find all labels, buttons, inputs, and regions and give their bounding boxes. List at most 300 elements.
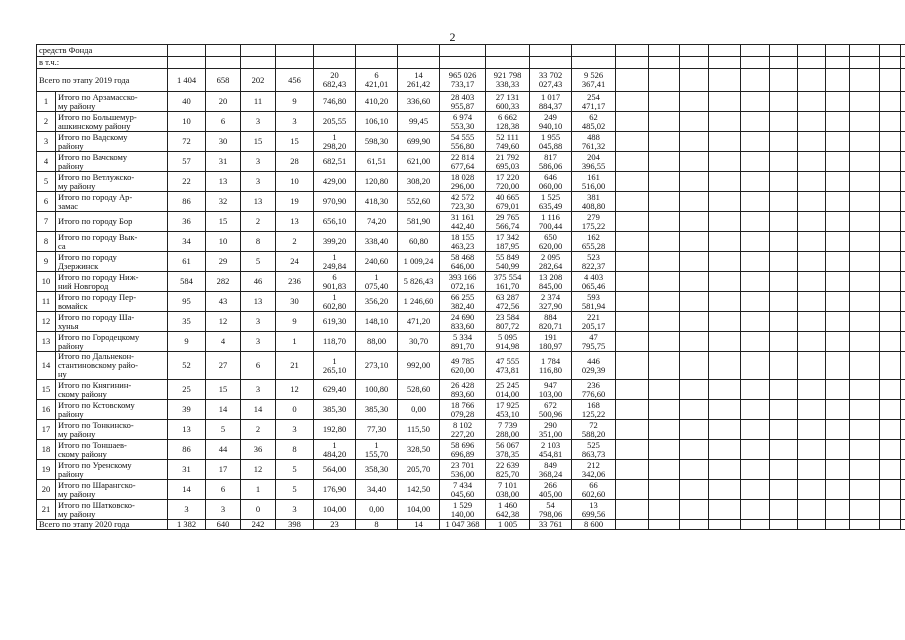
empty-cell: [680, 172, 709, 192]
row-value: 148,10: [356, 312, 398, 332]
row-value: 1 155,70: [356, 440, 398, 460]
empty-cell: [649, 380, 680, 400]
empty-cell: [880, 92, 901, 112]
empty-cell: [616, 352, 649, 380]
empty-cell: [826, 420, 850, 440]
empty-cell: [850, 45, 880, 57]
row-value: 817 586,06: [530, 152, 572, 172]
empty-cell: [850, 152, 880, 172]
empty-cell: [680, 420, 709, 440]
empty-cell: [741, 272, 770, 292]
total-value: 33 702 027,43: [530, 69, 572, 92]
empty-cell: [741, 212, 770, 232]
row-value: 13 699,56: [572, 500, 616, 520]
empty-cell: [880, 112, 901, 132]
row-value: 266 405,00: [530, 480, 572, 500]
empty-cell: [901, 152, 905, 172]
empty-cell: [616, 400, 649, 420]
row-value: 30: [276, 292, 314, 312]
empty-cell: [680, 132, 709, 152]
empty-cell: [850, 480, 880, 500]
row-value: 205,55: [314, 112, 356, 132]
row-value: 3: [206, 500, 241, 520]
empty-cell: [709, 232, 741, 252]
row-value: 282: [206, 272, 241, 292]
empty-cell: [741, 480, 770, 500]
row-value: 6: [206, 112, 241, 132]
row-value: 66 255 382,40: [440, 292, 486, 312]
row-value: 142,50: [398, 480, 440, 500]
empty-cell: [826, 232, 850, 252]
empty-cell: [798, 172, 826, 192]
empty-cell: [616, 69, 649, 92]
row-value: 947 103,00: [530, 380, 572, 400]
empty-cell: [649, 132, 680, 152]
empty-cell: [798, 112, 826, 132]
total-value: 242: [241, 520, 276, 530]
empty-cell: [850, 57, 880, 69]
row-value: 7 739 288,00: [486, 420, 530, 440]
row-value: 584: [168, 272, 206, 292]
empty-cell: [398, 57, 440, 69]
empty-cell: [616, 172, 649, 192]
empty-cell: [680, 57, 709, 69]
empty-cell: [680, 332, 709, 352]
empty-cell: [530, 45, 572, 57]
total-value: 6 421,01: [356, 69, 398, 92]
row-value: 884 820,71: [530, 312, 572, 332]
empty-cell: [440, 45, 486, 57]
row-value: 106,10: [356, 112, 398, 132]
row-value: 1 784 116,80: [530, 352, 572, 380]
empty-cell: [880, 500, 901, 520]
empty-cell: [850, 92, 880, 112]
empty-cell: [880, 272, 901, 292]
row-number: 11: [37, 292, 56, 312]
row-value: 3: [241, 112, 276, 132]
row-value: 5: [206, 420, 241, 440]
empty-cell: [741, 69, 770, 92]
empty-cell: [901, 212, 905, 232]
empty-cell: [616, 92, 649, 112]
empty-cell: [770, 500, 798, 520]
empty-cell: [826, 152, 850, 172]
empty-cell: [649, 92, 680, 112]
row-value: 24: [276, 252, 314, 272]
row-value: 236: [276, 272, 314, 292]
row-value: 3: [241, 380, 276, 400]
empty-cell: [880, 45, 901, 57]
row-value: 14: [206, 400, 241, 420]
empty-cell: [709, 480, 741, 500]
empty-cell: [798, 212, 826, 232]
table-row: [37, 332, 905, 352]
total-value: 8: [356, 520, 398, 530]
row-value: 23 701 536,00: [440, 460, 486, 480]
table-row: [37, 460, 905, 480]
empty-cell: [770, 440, 798, 460]
empty-cell: [709, 252, 741, 272]
data-table: [36, 44, 905, 530]
row-value: 30: [206, 132, 241, 152]
row-value: 393 166 072,16: [440, 272, 486, 292]
row-value: 4: [206, 332, 241, 352]
row-value: 15: [206, 380, 241, 400]
empty-cell: [826, 292, 850, 312]
row-value: 338,40: [356, 232, 398, 252]
empty-cell: [770, 132, 798, 152]
row-value: 13 208 845,00: [530, 272, 572, 292]
empty-cell: [901, 332, 905, 352]
row-value: 15: [206, 212, 241, 232]
row-value: 849 368,24: [530, 460, 572, 480]
row-value: 1 009,24: [398, 252, 440, 272]
row-value: 621,00: [398, 152, 440, 172]
total-value: 202: [241, 69, 276, 92]
row-value: 9: [276, 92, 314, 112]
empty-cell: [798, 69, 826, 92]
empty-cell: [168, 45, 206, 57]
row-value: 240,60: [356, 252, 398, 272]
district-name: Итого по Тонкинско- му району: [56, 420, 168, 440]
row-value: 0: [241, 500, 276, 520]
empty-cell: [486, 57, 530, 69]
row-value: 273,10: [356, 352, 398, 380]
row-value: 20: [206, 92, 241, 112]
row-value: 25: [168, 380, 206, 400]
row-value: 528,60: [398, 380, 440, 400]
total-value: 33 761: [530, 520, 572, 530]
empty-cell: [709, 292, 741, 312]
empty-cell: [826, 172, 850, 192]
row-value: 523 822,37: [572, 252, 616, 272]
table-row: [37, 380, 905, 400]
empty-cell: [880, 172, 901, 192]
row-value: 1 484,20: [314, 440, 356, 460]
empty-cell: [798, 400, 826, 420]
row-value: 7 434 045,60: [440, 480, 486, 500]
empty-cell: [680, 520, 709, 530]
total-label: Всего по этапу 2019 года: [37, 69, 168, 92]
empty-cell: [901, 352, 905, 380]
empty-cell: [770, 172, 798, 192]
row-value: 8 102 227,20: [440, 420, 486, 440]
empty-cell: [901, 400, 905, 420]
total-value: 921 798 338,33: [486, 69, 530, 92]
empty-cell: [850, 440, 880, 460]
table-row: [37, 152, 905, 172]
empty-cell: [850, 420, 880, 440]
empty-cell: [616, 500, 649, 520]
row-value: 290 351,00: [530, 420, 572, 440]
row-value: 63 287 472,56: [486, 292, 530, 312]
empty-cell: [649, 272, 680, 292]
row-value: 99,45: [398, 112, 440, 132]
empty-cell: [616, 312, 649, 332]
row-value: 31: [206, 152, 241, 172]
row-value: 3: [276, 420, 314, 440]
row-value: 61,51: [356, 152, 398, 172]
district-name: Итого по Вадскому району: [56, 132, 168, 152]
empty-cell: [850, 69, 880, 92]
table-row: [37, 500, 905, 520]
row-value: 22 639 825,70: [486, 460, 530, 480]
row-value: 14: [168, 480, 206, 500]
row-value: 52: [168, 352, 206, 380]
row-value: 1 246,60: [398, 292, 440, 312]
empty-cell: [798, 332, 826, 352]
row-value: 74,20: [356, 212, 398, 232]
empty-cell: [709, 352, 741, 380]
row-value: 120,80: [356, 172, 398, 192]
total-value: 9 526 367,41: [572, 69, 616, 92]
empty-cell: [649, 440, 680, 460]
empty-cell: [680, 69, 709, 92]
empty-cell: [616, 132, 649, 152]
empty-cell: [680, 272, 709, 292]
row-value: 9: [276, 312, 314, 332]
empty-cell: [850, 112, 880, 132]
empty-cell: [798, 352, 826, 380]
total-value: 20 682,43: [314, 69, 356, 92]
empty-cell: [741, 500, 770, 520]
empty-cell: [901, 440, 905, 460]
empty-cell: [680, 232, 709, 252]
row-number: 7: [37, 212, 56, 232]
row-value: 619,30: [314, 312, 356, 332]
row-value: 8: [276, 440, 314, 460]
row-value: 8: [241, 232, 276, 252]
empty-cell: [826, 460, 850, 480]
empty-cell: [709, 92, 741, 112]
empty-cell: [901, 520, 905, 530]
row-value: 1: [276, 332, 314, 352]
empty-cell: [798, 272, 826, 292]
header-row: [37, 45, 905, 57]
row-value: 446 029,39: [572, 352, 616, 380]
table-row: [37, 132, 905, 152]
row-value: 385,30: [314, 400, 356, 420]
empty-cell: [826, 440, 850, 460]
page-number: 2: [449, 30, 456, 44]
empty-cell: [616, 520, 649, 530]
total-value: 23: [314, 520, 356, 530]
empty-cell: [850, 212, 880, 232]
row-value: 22: [168, 172, 206, 192]
row-value: 60,80: [398, 232, 440, 252]
empty-cell: [850, 332, 880, 352]
row-value: 418,30: [356, 192, 398, 212]
row-value: 58 696 696,89: [440, 440, 486, 460]
row-value: 375 554 161,70: [486, 272, 530, 292]
row-value: 1 529 140,00: [440, 500, 486, 520]
row-value: 42 572 723,30: [440, 192, 486, 212]
row-value: 564,00: [314, 460, 356, 480]
empty-cell: [880, 69, 901, 92]
row-value: 5 334 891,70: [440, 332, 486, 352]
row-value: 650 620,00: [530, 232, 572, 252]
empty-cell: [880, 232, 901, 252]
row-value: 13: [241, 192, 276, 212]
district-name: Итого по Уренскому району: [56, 460, 168, 480]
row-value: 656,10: [314, 212, 356, 232]
empty-cell: [649, 500, 680, 520]
row-value: 5: [241, 252, 276, 272]
row-value: 100,80: [356, 380, 398, 400]
empty-cell: [826, 500, 850, 520]
empty-cell: [741, 192, 770, 212]
empty-cell: [741, 292, 770, 312]
empty-cell: [798, 252, 826, 272]
row-value: 14: [241, 400, 276, 420]
empty-cell: [649, 69, 680, 92]
row-value: 36: [168, 212, 206, 232]
row-value: 13: [276, 212, 314, 232]
empty-cell: [741, 312, 770, 332]
empty-cell: [314, 45, 356, 57]
row-value: 0,00: [398, 400, 440, 420]
row-value: 593 581,94: [572, 292, 616, 312]
empty-cell: [880, 192, 901, 212]
empty-cell: [741, 420, 770, 440]
row-value: 6: [206, 480, 241, 500]
row-value: 18 028 296,00: [440, 172, 486, 192]
empty-cell: [901, 69, 905, 92]
empty-cell: [572, 45, 616, 57]
district-name: Итого по городу Ниж- ний Новгород: [56, 272, 168, 292]
empty-cell: [770, 252, 798, 272]
row-value: 9: [168, 332, 206, 352]
row-value: 328,50: [398, 440, 440, 460]
empty-cell: [826, 192, 850, 212]
empty-cell: [826, 45, 850, 57]
row-value: 15: [276, 132, 314, 152]
empty-cell: [440, 57, 486, 69]
empty-cell: [616, 420, 649, 440]
empty-cell: [616, 212, 649, 232]
row-value: 5: [276, 460, 314, 480]
empty-cell: [798, 292, 826, 312]
empty-cell: [880, 352, 901, 380]
empty-cell: [709, 192, 741, 212]
row-value: 10: [276, 172, 314, 192]
row-value: 23 584 807,72: [486, 312, 530, 332]
empty-cell: [649, 400, 680, 420]
empty-cell: [826, 380, 850, 400]
row-value: 17: [206, 460, 241, 480]
empty-cell: [798, 57, 826, 69]
empty-cell: [680, 252, 709, 272]
row-value: 52 111 749,60: [486, 132, 530, 152]
row-value: 54 798,06: [530, 500, 572, 520]
empty-cell: [826, 252, 850, 272]
empty-cell: [901, 45, 905, 57]
district-name: Итого по Кстовскому району: [56, 400, 168, 420]
total-value: 1 005: [486, 520, 530, 530]
empty-cell: [770, 460, 798, 480]
row-value: 29 765 566,74: [486, 212, 530, 232]
row-value: 12: [276, 380, 314, 400]
empty-cell: [356, 57, 398, 69]
row-value: 254 471,17: [572, 92, 616, 112]
empty-cell: [741, 460, 770, 480]
empty-cell: [826, 92, 850, 112]
empty-cell: [770, 480, 798, 500]
empty-cell: [680, 352, 709, 380]
row-value: 2 103 454,81: [530, 440, 572, 460]
row-number: 14: [37, 352, 56, 380]
district-name: Итого по Дальнекон- стантиновскому райо- ну: [56, 352, 168, 380]
row-value: 1: [241, 480, 276, 500]
empty-cell: [850, 132, 880, 152]
empty-cell: [741, 440, 770, 460]
row-value: 191 180,97: [530, 332, 572, 352]
empty-cell: [770, 112, 798, 132]
row-value: 0: [276, 400, 314, 420]
row-value: 19: [276, 192, 314, 212]
empty-cell: [901, 312, 905, 332]
row-value: 55 849 540,99: [486, 252, 530, 272]
row-value: 992,00: [398, 352, 440, 380]
empty-cell: [826, 352, 850, 380]
row-value: 1 249,84: [314, 252, 356, 272]
row-value: 12: [206, 312, 241, 332]
empty-cell: [850, 500, 880, 520]
row-value: 5 095 914,98: [486, 332, 530, 352]
empty-cell: [680, 92, 709, 112]
row-number: 2: [37, 112, 56, 132]
empty-cell: [206, 57, 241, 69]
empty-cell: [680, 292, 709, 312]
empty-cell: [709, 272, 741, 292]
row-value: 1 955 045,88: [530, 132, 572, 152]
empty-cell: [649, 292, 680, 312]
row-number: 20: [37, 480, 56, 500]
row-value: 26 428 893,60: [440, 380, 486, 400]
empty-cell: [850, 380, 880, 400]
row-value: 115,50: [398, 420, 440, 440]
empty-cell: [741, 232, 770, 252]
empty-cell: [709, 500, 741, 520]
empty-cell: [709, 212, 741, 232]
row-value: 970,90: [314, 192, 356, 212]
empty-cell: [850, 232, 880, 252]
row-value: 176,90: [314, 480, 356, 500]
row-value: 162 655,28: [572, 232, 616, 252]
empty-cell: [850, 272, 880, 292]
empty-cell: [798, 380, 826, 400]
empty-cell: [741, 45, 770, 57]
empty-cell: [901, 57, 905, 69]
row-number: 16: [37, 400, 56, 420]
empty-cell: [770, 192, 798, 212]
empty-cell: [826, 132, 850, 152]
empty-cell: [649, 420, 680, 440]
empty-cell: [680, 192, 709, 212]
row-value: 3: [241, 312, 276, 332]
row-value: 471,20: [398, 312, 440, 332]
empty-cell: [798, 192, 826, 212]
table-row: [37, 232, 905, 252]
row-value: 44: [206, 440, 241, 460]
header-label: средств Фонда: [37, 45, 168, 57]
row-number: 19: [37, 460, 56, 480]
empty-cell: [680, 312, 709, 332]
row-value: 5: [276, 480, 314, 500]
empty-cell: [709, 312, 741, 332]
empty-cell: [880, 132, 901, 152]
row-value: 31: [168, 460, 206, 480]
